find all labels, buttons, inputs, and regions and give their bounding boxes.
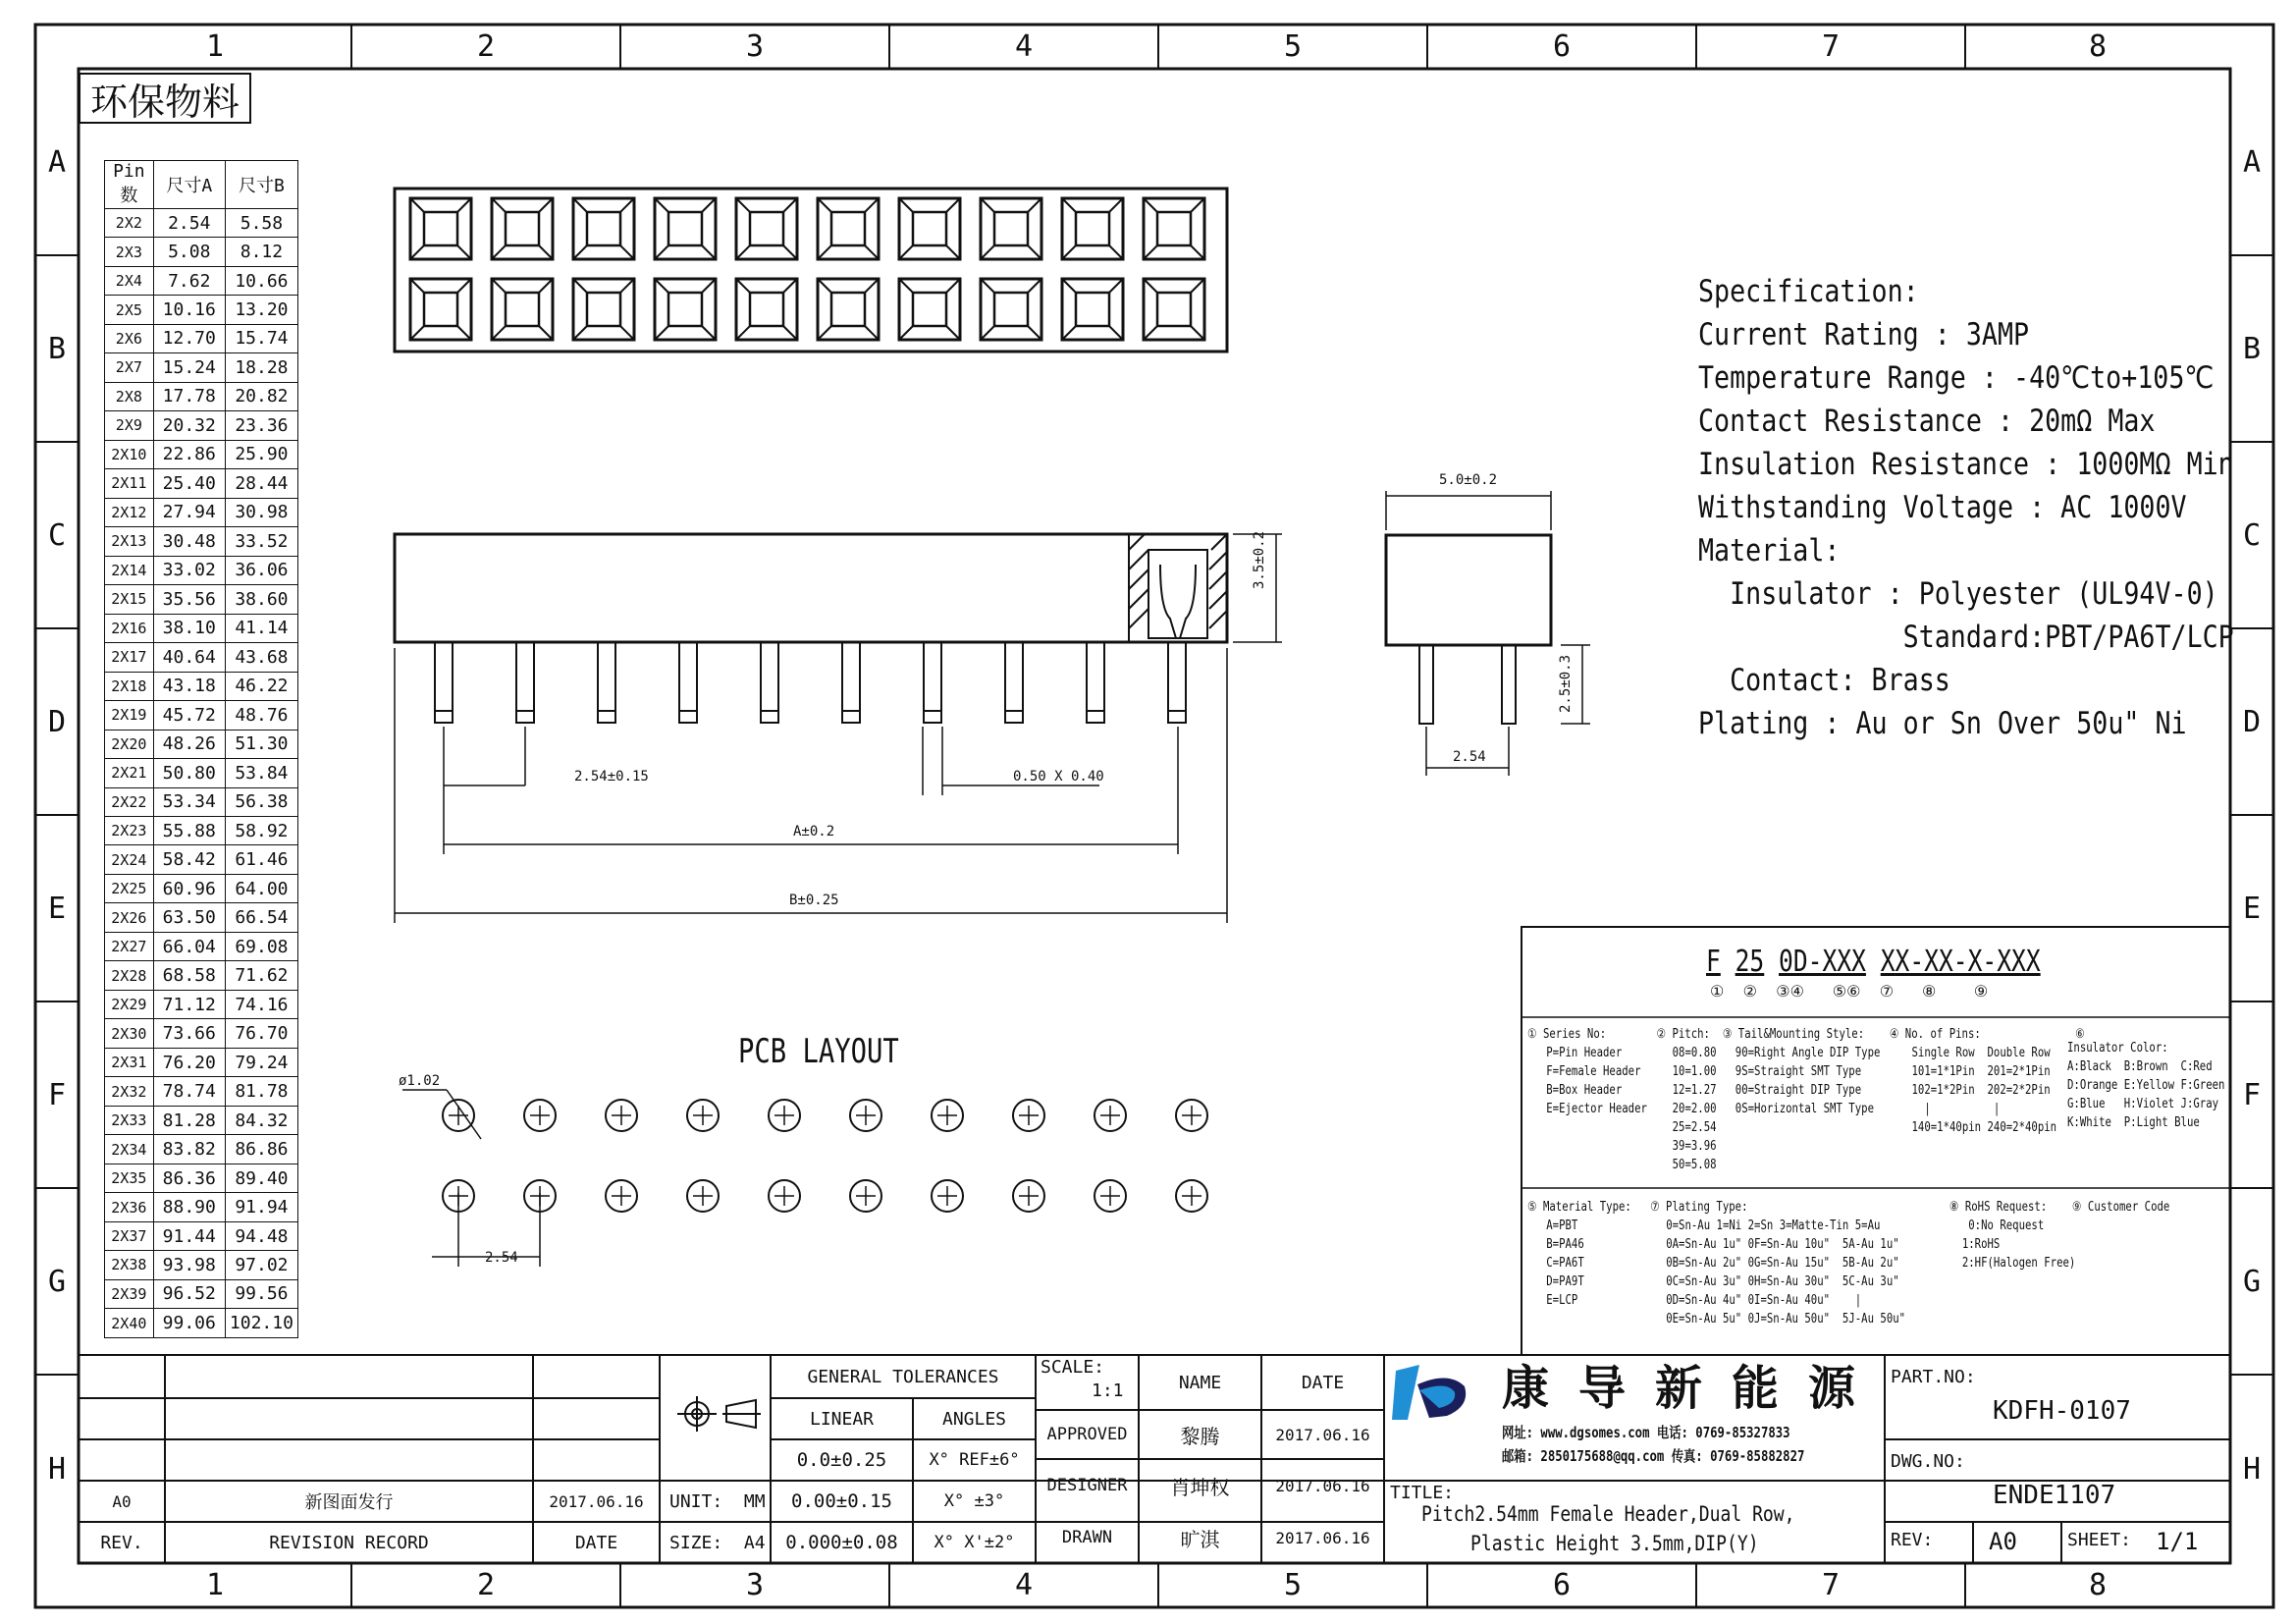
row-label: H (47, 1451, 67, 1487)
rev-header: REV. (100, 1532, 143, 1553)
table-cell: 81.28 (153, 1106, 225, 1134)
column-label: 2 (476, 1568, 496, 1602)
row-label: E (47, 891, 67, 926)
column-label: 5 (1283, 29, 1303, 64)
title-line-1: Pitch2.54mm Female Header,Dual Row, (1421, 1502, 1795, 1526)
row-label: C (2242, 517, 2262, 553)
table-cell: 56.38 (225, 787, 297, 816)
table-cell: 25.40 (153, 469, 225, 498)
spec-line: Specification: (1698, 274, 1919, 309)
column-label: 4 (1014, 1568, 1034, 1602)
revision-record-value: 新图面发行 (304, 1492, 394, 1513)
table-cell: 2X12 (105, 498, 154, 526)
table-cell: 66.54 (225, 903, 297, 932)
table-cell: 18.28 (225, 353, 297, 382)
spec-line: Standard:PBT/PA6T/LCP (1698, 620, 2234, 655)
table-cell: 58.42 (153, 845, 225, 874)
table-cell: 2X39 (105, 1279, 154, 1308)
table-cell: 2X23 (105, 816, 154, 844)
sheet-label: SHEET: (2067, 1530, 2132, 1550)
table-cell: 27.94 (153, 498, 225, 526)
table-header: Pin数 (105, 161, 154, 209)
dim-pin-section: 0.50 X 0.40 (1013, 769, 1104, 785)
table-cell: 12.70 (153, 324, 225, 352)
row-label: B (2242, 331, 2262, 366)
tol-angle: X° X'±2° (934, 1533, 1015, 1552)
table-cell: 10.66 (225, 266, 297, 295)
revision-record-header: REVISION RECORD (269, 1532, 429, 1553)
drawn-name: 旷淇 (1180, 1527, 1220, 1551)
sheet-value: 1/1 (2156, 1528, 2199, 1555)
table-cell: 68.58 (153, 961, 225, 990)
table-cell: 30.98 (225, 498, 297, 526)
table-cell: 2X36 (105, 1193, 154, 1221)
table-cell: 2X24 (105, 845, 154, 874)
table-cell: 33.02 (153, 556, 225, 584)
table-header: 尺寸B (225, 161, 297, 209)
table-cell: 71.12 (153, 990, 225, 1018)
table-cell: 74.16 (225, 990, 297, 1018)
linear-header: LINEAR (809, 1408, 875, 1430)
table-cell: 2X29 (105, 990, 154, 1018)
designer-name: 肖坤权 (1170, 1475, 1230, 1499)
table-cell: 93.98 (153, 1251, 225, 1279)
dim-height: 3.5±0.2 (1252, 530, 1267, 589)
table-cell: 2X13 (105, 527, 154, 556)
eco-material-label: 环保物料 (79, 73, 251, 124)
unit-value: MM (743, 1490, 766, 1512)
table-cell: 45.72 (153, 701, 225, 730)
table-cell: 8.12 (225, 238, 297, 266)
size-value: A4 (743, 1532, 766, 1553)
table-cell: 2X4 (105, 266, 154, 295)
table-cell: 61.46 (225, 845, 297, 874)
tol-linear: 0.00±0.15 (791, 1490, 892, 1512)
column-label: 6 (1552, 29, 1572, 64)
table-cell: 2X19 (105, 701, 154, 730)
part-no-label: PART.NO: (1891, 1367, 1976, 1387)
table-cell: 88.90 (153, 1193, 225, 1221)
table-cell: 53.84 (225, 759, 297, 787)
column-label: 3 (745, 29, 765, 64)
table-cell: 79.24 (225, 1048, 297, 1076)
table-cell: 76.20 (153, 1048, 225, 1076)
table-cell: 2X10 (105, 440, 154, 468)
table-cell: 76.70 (225, 1019, 297, 1048)
tol-angle: X° REF±6° (929, 1450, 1020, 1470)
table-cell: 50.80 (153, 759, 225, 787)
size-label: SIZE: A4 (669, 1532, 766, 1553)
column-label: 1 (205, 1568, 225, 1602)
company-logo-icon (1390, 1361, 1472, 1424)
table-cell: 73.66 (153, 1019, 225, 1048)
table-cell: 2X40 (105, 1309, 154, 1338)
table-cell: 43.18 (153, 672, 225, 700)
table-cell: 2X8 (105, 382, 154, 410)
table-cell: 25.90 (225, 440, 297, 468)
column-label: 2 (476, 29, 496, 64)
row-label: F (2242, 1077, 2262, 1112)
table-cell: 2X22 (105, 787, 154, 816)
spec-line: Insulator : Polyester (UL94V-0) (1698, 576, 2218, 612)
column-label: 8 (2088, 1568, 2108, 1602)
table-cell: 2X15 (105, 585, 154, 614)
spec-line: Material: (1698, 533, 1841, 568)
rev-value: A0 (112, 1491, 132, 1511)
title-label: TITLE: (1390, 1483, 1455, 1503)
drawn-label: DRAWN (1061, 1528, 1113, 1547)
table-cell: 99.56 (225, 1279, 297, 1308)
table-cell: 89.40 (225, 1164, 297, 1192)
drawn-date: 2017.06.16 (1275, 1528, 1370, 1547)
approved-name: 黎腾 (1180, 1424, 1220, 1448)
table-header: 尺寸A (153, 161, 225, 209)
spec-line: Insulation Resistance : 1000MΩ Min (1698, 447, 2234, 482)
approved-date: 2017.06.16 (1275, 1425, 1370, 1444)
column-label: 7 (1821, 1568, 1841, 1602)
table-cell: 97.02 (225, 1251, 297, 1279)
table-cell: 2X26 (105, 903, 154, 932)
column-label: 5 (1283, 1568, 1303, 1602)
table-cell: 2X20 (105, 730, 154, 758)
table-cell: 2.54 (153, 208, 225, 237)
table-cell: 78.74 (153, 1077, 225, 1106)
rev-label: REV: (1891, 1530, 1934, 1550)
title-line-2: Plastic Height 3.5mm,DIP(Y) (1470, 1532, 1759, 1555)
angles-header: ANGLES (941, 1408, 1007, 1430)
code-segment: F (1706, 945, 1721, 979)
column-label: 7 (1821, 29, 1841, 64)
tol-angle: X° ±3° (943, 1491, 1005, 1511)
table-cell: 2X14 (105, 556, 154, 584)
dim-pitch: 2.54±0.15 (574, 769, 649, 785)
table-cell: 46.22 (225, 672, 297, 700)
table-cell: 13.20 (225, 296, 297, 324)
table-cell: 2X17 (105, 643, 154, 672)
table-cell: 66.04 (153, 932, 225, 960)
code-markers: ① ② ③④ ⑤⑥ ⑦ ⑧ ⑨ (1710, 982, 1989, 1001)
code-legend-2: ⑤ Material Type: ⑦ Plating Type: ⑧ RoHS Request: ⑨ Customer Code A=PBT 0=Sn-Au 1=Ni 2=Sn 3=Matte-Tin 5=Au 0:No Request B=PA46 0A=Sn-Au 1u" 0F=Sn-Au 10u" 5A-Au 1u" 1:RoHS C=PA6T 0B=Sn-Au 2u" 0G=Sn-Au 15u" 5B-Au 2u" 2:HF(Halogen Free) D=PA9T 0C=Sn-Au 3u" 0H=Sn-Au 30u" 5C-Au 3u" E=LCP 0D=Sn-Au 4u" 0I=Sn-Au 40u" | 0E=Sn-Au 5u" 0J=Sn-Au 50u" 5J-Au 50u" (1527, 1200, 2170, 1326)
table-cell: 15.74 (225, 324, 297, 352)
table-cell: 28.44 (225, 469, 297, 498)
dim-width: 5.0±0.2 (1439, 472, 1498, 488)
company-name: 康导新能源 (1502, 1361, 1886, 1416)
rev-value-box: A0 (1989, 1528, 2017, 1555)
table-cell: 2X35 (105, 1164, 154, 1192)
column-label: 6 (1552, 1568, 1572, 1602)
name-header: NAME (1178, 1372, 1222, 1393)
table-cell: 99.06 (153, 1309, 225, 1338)
table-cell: 2X38 (105, 1251, 154, 1279)
table-cell: 60.96 (153, 874, 225, 902)
designer-label: DESIGNER (1046, 1476, 1128, 1495)
company-contact-1: 网址: www.dgsomes.com 电话: 0769-85327833 (1502, 1424, 1790, 1441)
column-label: 1 (205, 29, 225, 64)
general-tolerances-header: GENERAL TOLERANCES (807, 1366, 999, 1387)
table-cell: 2X16 (105, 614, 154, 642)
dim-b: B±0.25 (789, 893, 839, 908)
revision-date-value: 2017.06.16 (549, 1491, 644, 1511)
row-label: F (47, 1077, 67, 1112)
table-cell: 48.76 (225, 701, 297, 730)
row-label: H (2242, 1451, 2262, 1487)
table-cell: 2X9 (105, 411, 154, 440)
table-cell: 63.50 (153, 903, 225, 932)
table-cell: 69.08 (225, 932, 297, 960)
table-cell: 83.82 (153, 1135, 225, 1164)
spec-line: Plating : Au or Sn Over 50u" Ni (1698, 706, 2187, 741)
column-label: 3 (745, 1568, 765, 1602)
column-label: 8 (2088, 29, 2108, 64)
dim-row-pitch: 2.54 (1453, 749, 1486, 765)
table-cell: 2X34 (105, 1135, 154, 1164)
unit-label: UNIT: MM (669, 1490, 766, 1512)
table-cell: 20.82 (225, 382, 297, 410)
table-cell: 91.44 (153, 1221, 225, 1250)
scale-value: 1:1 (1092, 1380, 1124, 1401)
company-contact-2: 邮箱: 2850175688@qq.com 传真: 0769-85882827 (1502, 1447, 1805, 1465)
table-cell: 38.60 (225, 585, 297, 614)
row-label: D (47, 704, 67, 739)
designer-date: 2017.06.16 (1275, 1476, 1370, 1495)
row-label: B (47, 331, 67, 366)
table-cell: 2X7 (105, 353, 154, 382)
part-no-value: KDFH-0107 (1993, 1396, 2131, 1426)
table-cell: 2X30 (105, 1019, 154, 1048)
code-segment: 0D-XXX (1779, 945, 1866, 979)
table-cell: 81.78 (225, 1077, 297, 1106)
table-cell: 17.78 (153, 382, 225, 410)
table-cell: 2X33 (105, 1106, 154, 1134)
table-cell: 96.52 (153, 1279, 225, 1308)
row-label: D (2242, 704, 2262, 739)
dim-a: A±0.2 (793, 824, 835, 839)
tol-linear: 0.0±0.25 (796, 1449, 887, 1471)
table-cell: 22.86 (153, 440, 225, 468)
table-cell: 2X31 (105, 1048, 154, 1076)
table-cell: 2X6 (105, 324, 154, 352)
dim-tail: 2.5±0.3 (1558, 654, 1574, 713)
table-cell: 102.10 (225, 1309, 297, 1338)
table-cell: 58.92 (225, 816, 297, 844)
table-cell: 64.00 (225, 874, 297, 902)
table-cell: 2X28 (105, 961, 154, 990)
table-cell: 2X32 (105, 1077, 154, 1106)
revision-date-header: DATE (574, 1532, 618, 1553)
table-cell: 53.34 (153, 787, 225, 816)
row-label: E (2242, 891, 2262, 926)
table-cell: 33.52 (225, 527, 297, 556)
table-cell: 84.32 (225, 1106, 297, 1134)
table-cell: 20.32 (153, 411, 225, 440)
column-label: 4 (1014, 29, 1034, 64)
table-cell: 7.62 (153, 266, 225, 295)
table-cell: 2X27 (105, 932, 154, 960)
table-cell: 10.16 (153, 296, 225, 324)
table-cell: 86.36 (153, 1164, 225, 1192)
table-cell: 2X5 (105, 296, 154, 324)
table-cell: 15.24 (153, 353, 225, 382)
table-cell: 30.48 (153, 527, 225, 556)
row-label: C (47, 517, 67, 553)
table-cell: 48.26 (153, 730, 225, 758)
spec-line: Contact Resistance : 20mΩ Max (1698, 404, 2156, 439)
scale-label: SCALE: (1041, 1357, 1105, 1378)
dwg-no-value: ENDE1107 (1993, 1481, 2116, 1510)
insulator-color-legend: Insulator Color: A:Black B:Brown C:Red D:Orange E:Yellow F:Green G:Blue H:Violet J:Gray K:White P:Light Blue (2067, 1041, 2225, 1130)
table-cell: 2X37 (105, 1221, 154, 1250)
table-cell: 94.48 (225, 1221, 297, 1250)
row-label: A (2242, 144, 2262, 180)
code-segment: X (1880, 945, 1896, 979)
spec-line: Current Rating : 3AMP (1698, 317, 2030, 352)
table-cell: 2X21 (105, 759, 154, 787)
row-label: A (47, 144, 67, 180)
approved-label: APPROVED (1046, 1425, 1128, 1444)
table-cell: 38.10 (153, 614, 225, 642)
pcb-layout-title: PCB LAYOUT (738, 1032, 899, 1071)
table-cell: 55.88 (153, 816, 225, 844)
code-segment: 25 (1735, 945, 1765, 979)
code-legend-1: ① Series No: ② Pitch: ③ Tail&Mounting Style: ④ No. of Pins: ⑥ P=Pin Header 08=0.80 90=Right Angle DIP Type Single Row Double Row F=Female Header 10=1.00 9S=Straight SMT Type 101=1*1Pin 201=2*1Pin B=Box Header 12=1.27 00=Straight DIP Type 102=1*2Pin 202=2*2Pin E=Ejector Header 20=2.00 0S=Horizontal SMT Type | | 25=2.54 140=1*40pin 240=2*40pin 39=3.96 50=5.08 (1527, 1027, 2085, 1172)
projection-symbol-icon (677, 1394, 761, 1434)
table-cell: 43.68 (225, 643, 297, 672)
table-cell: 35.56 (153, 585, 225, 614)
table-cell: 86.86 (225, 1135, 297, 1164)
spec-line: Withstanding Voltage : AC 1000V (1698, 490, 2187, 525)
date-header: DATE (1301, 1372, 1345, 1393)
table-cell: 2X25 (105, 874, 154, 902)
table-cell: 51.30 (225, 730, 297, 758)
tol-linear: 0.000±0.08 (785, 1532, 898, 1553)
table-cell: 2X2 (105, 208, 154, 237)
spec-line: Contact: Brass (1698, 663, 1950, 698)
spec-line: Temperature Range : -40℃to+105℃ (1698, 360, 2215, 396)
dim-pcb-pitch: 2.54 (485, 1250, 518, 1266)
table-cell: 2X3 (105, 238, 154, 266)
table-cell: 91.94 (225, 1193, 297, 1221)
table-cell: 5.58 (225, 208, 297, 237)
table-cell: 2X11 (105, 469, 154, 498)
code-segment: X-XX-X-XXX (1895, 945, 2041, 979)
table-cell: 40.64 (153, 643, 225, 672)
table-cell: 2X18 (105, 672, 154, 700)
table-cell: 41.14 (225, 614, 297, 642)
row-label: G (47, 1264, 67, 1299)
table-cell: 36.06 (225, 556, 297, 584)
table-cell: 71.62 (225, 961, 297, 990)
dwg-no-label: DWG.NO: (1891, 1451, 1965, 1472)
table-cell: 5.08 (153, 238, 225, 266)
dim-hole: ø1.02 (399, 1073, 441, 1089)
row-label: G (2242, 1264, 2262, 1299)
table-cell: 23.36 (225, 411, 297, 440)
